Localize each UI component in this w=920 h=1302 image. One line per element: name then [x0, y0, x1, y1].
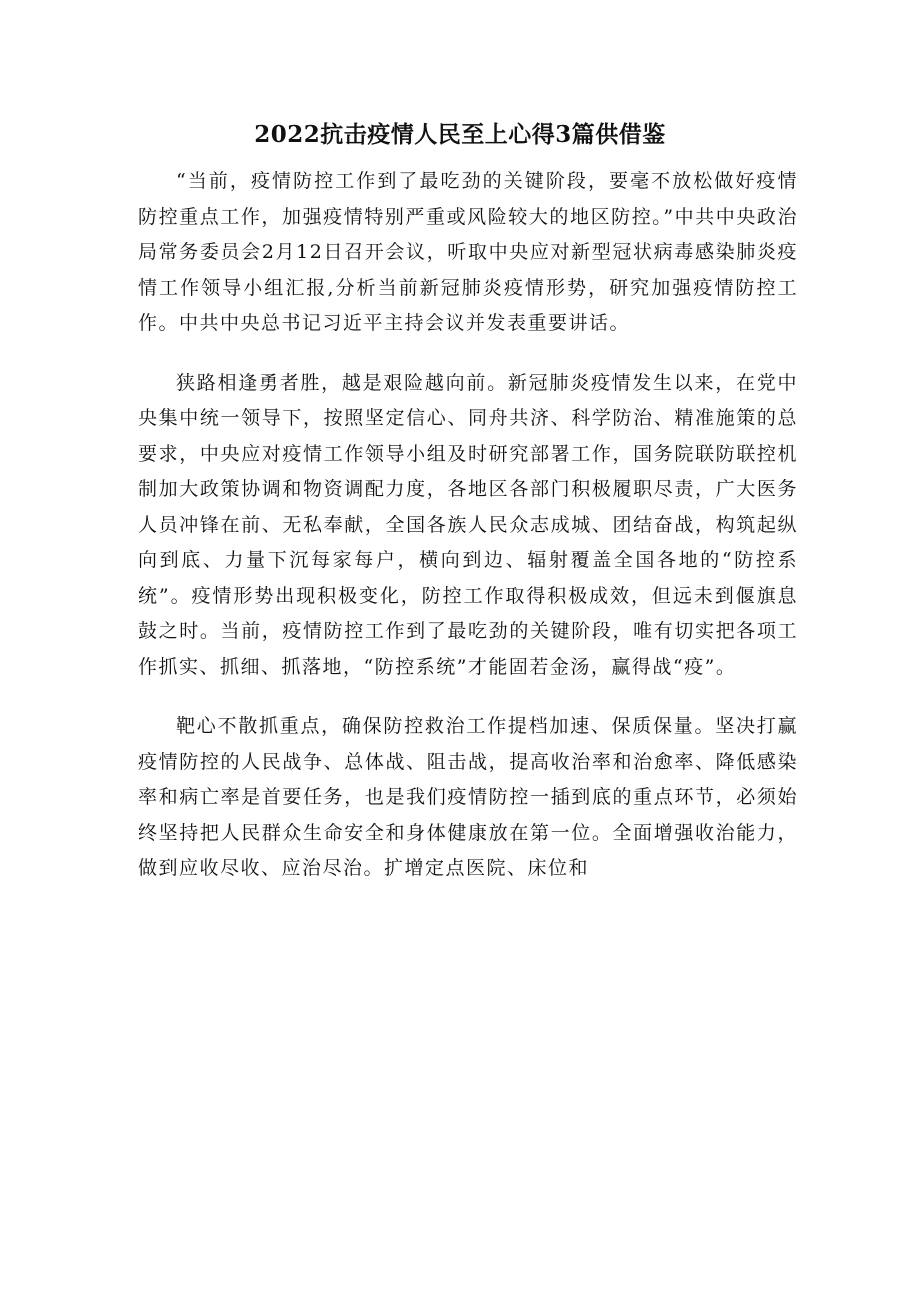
- document-body: [138, 164, 798, 911]
- document-title: 2022抗击疫情人民至上心得3篇供借鉴: [254, 121, 666, 148]
- paragraph-1: “当前，疫情防控工作到了最吃劲的关键阶段，要毫不放松做好疫情防控重点工作，加强疫情特别严重或风险较大的地区防控。”中共中央政治局常务委员会2月12日召开会议，听取中央应对新型冠状病毒感染肺炎疫情工作领导小组汇报,分析当前新冠肺炎疫情形势，研究加强疫情防控工作。中共中央总书记习近平主持会议并发表重要讲话。: [138, 170, 798, 334]
- paragraph-3: 靶心不散抓重点，确保防控救治工作提档加速、保质保量。坚决打赢疫情防控的人民战争、总体战、阻击战，提高收治率和治愈率、降低感染率和病亡率是首要任务，也是我们疫情防控一插到底的重点环节，必须始终坚持把人民群众生命安全和身体健康放在第一位。全面增强收治能力，做到应收尽收、应治尽治。扩增定点医院、床位和: [138, 715, 798, 879]
- paragraph-2: 狭路相逢勇者胜，越是艰险越向前。新冠肺炎疫情发生以来，在党中央集中统一领导下，按照坚定信心、同舟共济、科学防治、精准施策的总要求，中央应对疫情工作领导小组及时研究部署工作，国务院联防联控机制加大政策协调和物资调配力度，各地区各部门积极履职尽责，广大医务人员冲锋在前、无私奉献，全国各族人民众志成城、团结奋战，构筑起纵向到底、力量下沉每家每户，横向到边、辐射覆盖全国各地的“防控系统”。疫情形势出现积极变化，防控工作取得积极成效，但远未到偃旗息鼓之时。当前，疫情防控工作到了最吃劲的关键阶段，唯有切实把各项工作抓实、抓细、抓落地，“防控系统”才能固若金汤，赢得战“疫”。: [138, 371, 798, 678]
